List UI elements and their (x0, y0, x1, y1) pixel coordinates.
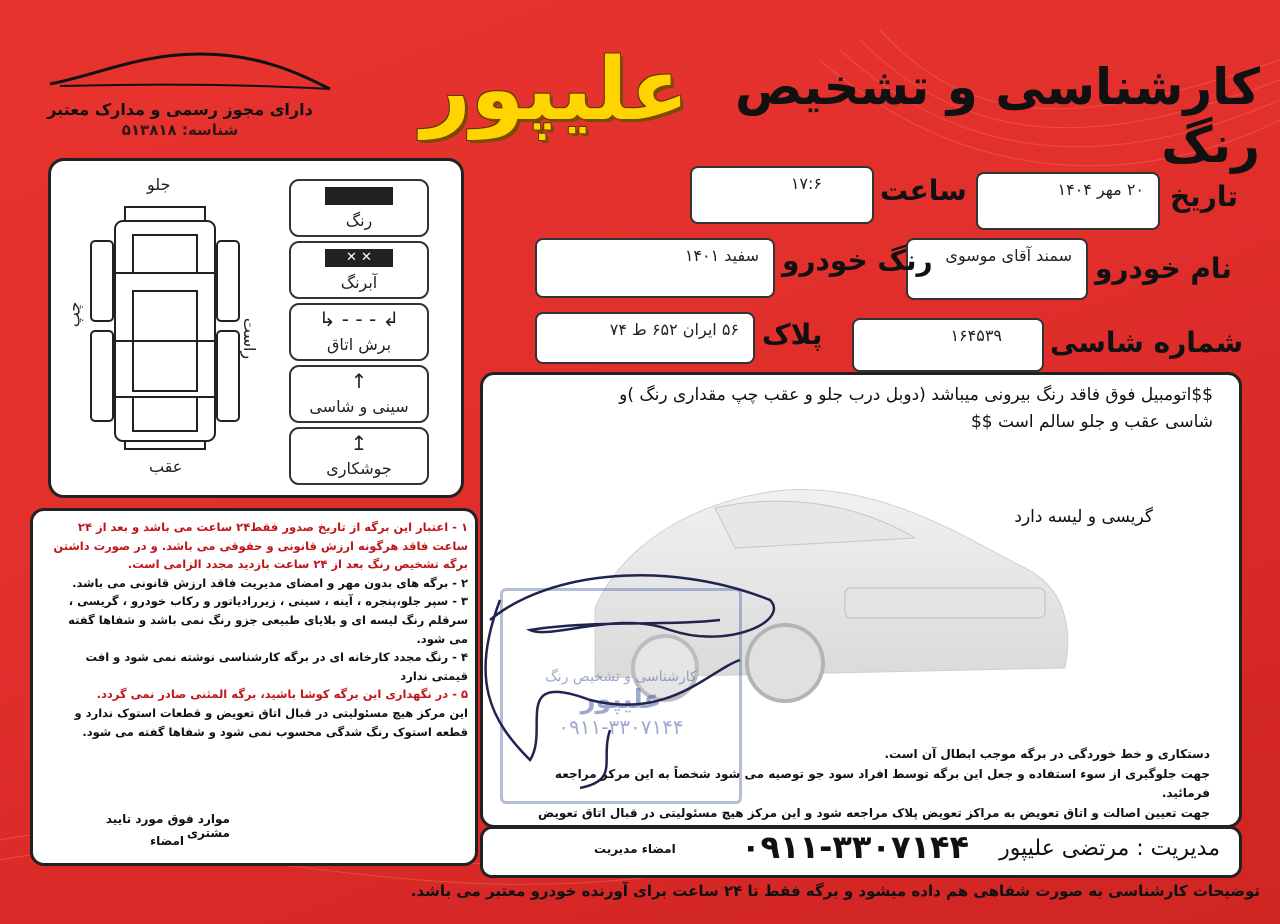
rule-3: ۳ - سپر جلو،پنجره ، آینه ، سینی ، زیررادیاتور و رکاب خودرو ، گریسی ، سرقلم رنگ لیسه ای و بلایای طبیعی جزو رنگ نمی باشد و شفاها گفته می شود. (68, 594, 468, 646)
header-brand: علیپور (421, 40, 689, 140)
time-label: ساعت (880, 174, 967, 207)
diagram-front-label: جلو (147, 175, 171, 194)
report-line-1: $$اتومبیل فوق فاقد رنگ بیرونی میباشد (دوبل درب جلو و عقب چپ مقداری رنگ )و (619, 385, 1213, 405)
plate-label: پلاک (762, 318, 823, 351)
legend-paint (289, 179, 429, 237)
legend-paint-label: رنگ (345, 211, 373, 230)
report-text (488, 382, 1213, 531)
legend-watercolor (289, 241, 429, 299)
diagram-back-label: عقب (149, 457, 183, 476)
date-value: ۲۰ مهر ۱۴۰۴ (976, 172, 1160, 230)
rule-6: این مرکز هیچ مسئولیتی در قبال اتاق تعویض و قطعات استوک ندارد و قطعه استوک رنگ شدگی محسوب نمی شود و شفاها گفته می شود. (74, 705, 468, 739)
car-name-label: نام خودرو (1095, 252, 1232, 285)
legend-chassis-label: سینی و شاسی (309, 397, 409, 416)
rule-4: ۴ - رنگ مجدد کارخانه ای در برگه کارشناسی نوشته نمی شود و افت قیمتی ندارد (85, 650, 468, 683)
diagram-left-label: چپ (64, 301, 84, 328)
car-color-value: سفید ۱۴۰۱ (535, 238, 775, 298)
report-line-3: گریسی و لیسه دارد (1014, 507, 1153, 527)
legend-room-cut (289, 303, 429, 361)
rule-5: ۵ - در نگهداری این برگه کوشا باشید، برگه المثنی صادر نمی گردد. (96, 687, 468, 702)
room-cut-arrow-icon: ↲ - - - ↳ (318, 307, 400, 331)
legend-welding-label: جوشکاری (326, 459, 392, 478)
chassis-arrow-icon: ↑ (350, 369, 368, 393)
car-color-label: رنگ خودرو (782, 244, 933, 277)
time-value: ۱۷:۶ (690, 166, 874, 224)
header-title: کارشناسی و تشخیص رنگ (735, 58, 1260, 174)
rules-list (48, 518, 468, 741)
header-license (40, 100, 320, 140)
report-line-2: شاسی عقب و جلو سالم است $$ (970, 412, 1213, 432)
customer-sign: امضاء (150, 834, 185, 848)
footer-note: توضیحات کارشناسی به صورت شفاهی هم داده میشود و برگه فقط تا ۲۴ ساعت برای آورنده خودرو معتبر می باشد. (410, 882, 1260, 900)
paint-swatch (325, 187, 393, 205)
management-phone: ۰۹۱۱-۳۳۰۷۱۴۴ (740, 828, 970, 866)
legend-welding (289, 427, 429, 485)
chassis-value: ۱۶۴۵۳۹ (852, 318, 1044, 372)
management-label: مدیریت : مرتضی علیپور (999, 836, 1220, 861)
note-1: دستکاری و خط خوردگی در برگه موجب ابطال آن است. (884, 747, 1210, 761)
note-3: جهت تعیین اصالت و اتاق تعویض به مراکز تعویض پلاک مراجعه شود و این مرکز هیچ مسئولیتی در قبال اتاق تعویض (538, 805, 1210, 820)
stamp-title: کارشناسی و تشخیص رنگ (545, 669, 697, 685)
stamp-brand: علیپور (580, 685, 662, 715)
watercolor-swatch: ✕ ✕ (325, 249, 393, 267)
diagram-right-label: راست (240, 317, 260, 360)
car-top-view-icon (85, 201, 245, 451)
note-2: جهت جلوگیری از سوء استفاده و جعل این برگه توسط افراد سود جو توصیه می شود شخصاً به این مرکز مراجعه فرمائید. (554, 766, 1210, 800)
legend-room-cut-label: برش اتاق (326, 335, 392, 354)
car-name-value: سمند آقای موسوی (906, 238, 1088, 300)
rule-2: ۲ - برگه های بدون مهر و امضای مدیریت فاقد ارزش قانونی می باشد. (72, 575, 468, 590)
rule-1: ۱ - اعتبار این برگه از تاریخ صدور فقط۲۴ ساعت می باشد و بعد از ۲۴ ساعت فاقد هرگونه ارزش قانونی و حقوقی می باشد. و در صورت داشتن برگه تشخیص رنگ بعد از ۲۴ ساعت بازدید مجدد الزامی است. (53, 520, 468, 572)
car-logo-icon (40, 44, 340, 104)
welding-arrow-icon: ↥ (350, 431, 368, 455)
id-line: شناسه: ۵۱۳۸۱۸ (121, 121, 239, 139)
date-label: تاریخ (1170, 180, 1238, 213)
chassis-label: شماره شاسی (1050, 326, 1244, 359)
stamp-phone: ۰۹۱۱-۳۳۰۷۱۴۴ (558, 715, 684, 739)
legend-chassis (289, 365, 429, 423)
management-sign: امضاء مدیریت (594, 842, 676, 856)
customer-confirm: موارد فوق مورد تایید مشتری (105, 812, 230, 840)
damage-diagram-panel (48, 158, 464, 498)
license-text: دارای مجوز رسمی و مدارک معتبر (47, 100, 313, 119)
plate-value: ۵۶ ایران ۶۵۲ ط ۷۴ (535, 312, 755, 364)
legend-watercolor-label: آبرنگ (340, 273, 378, 292)
